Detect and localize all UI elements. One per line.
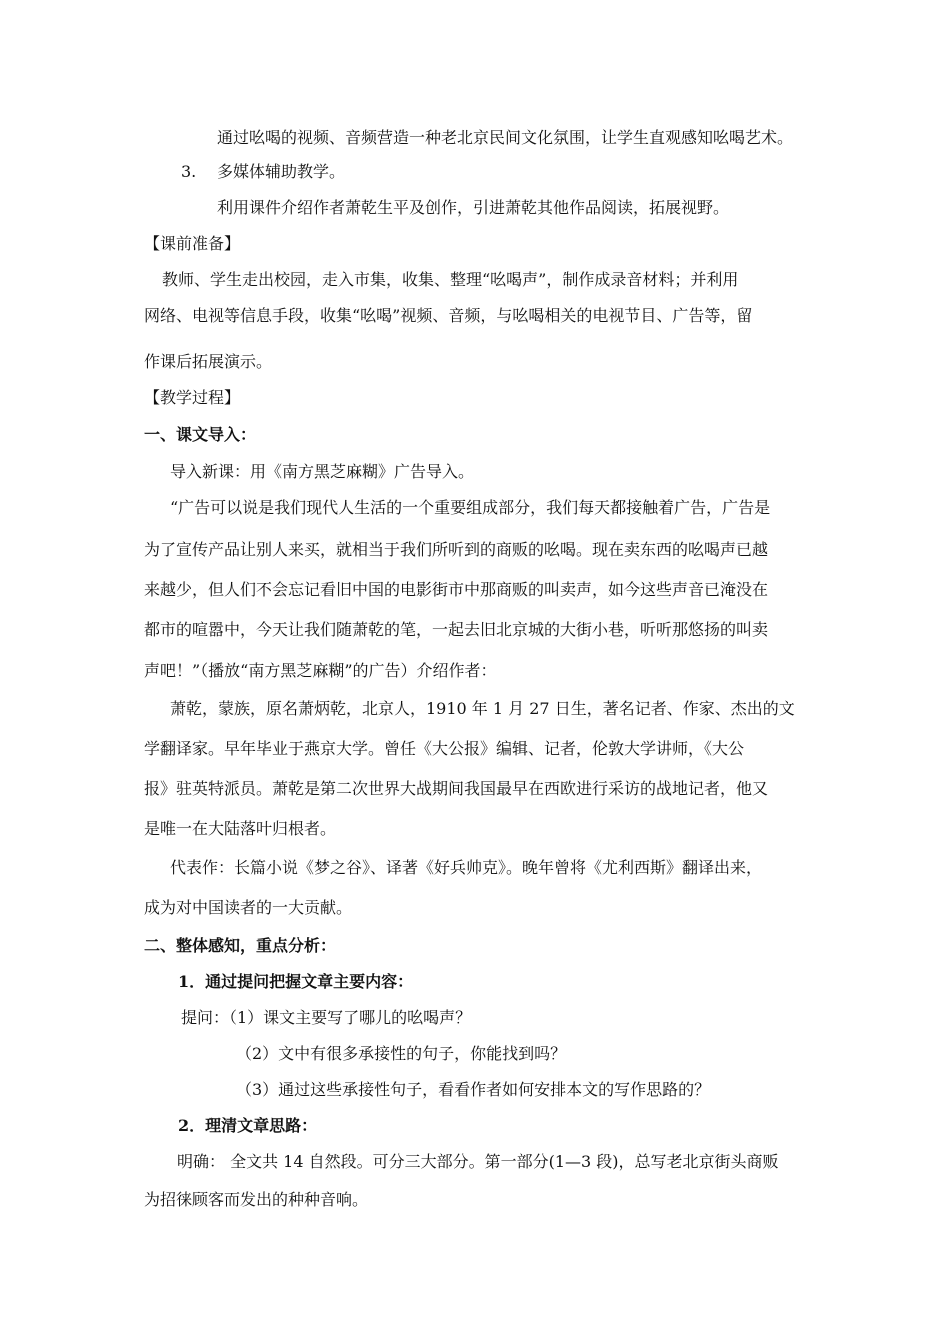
- paragraph-line: 是唯一在大陆落叶归根者。: [144, 819, 337, 838]
- section-heading: 【教学过程】: [144, 388, 241, 407]
- paragraph-line: 成为对中国读者的一大贡献。: [144, 898, 353, 917]
- paragraph-line: 都市的喧嚣中，今天让我们随萧乾的笔，一起去旧北京城的大街小巷，听听那悠扬的叫卖: [144, 620, 769, 639]
- question-line: （2）文中有很多承接性的句子，你能找到吗？: [236, 1044, 567, 1063]
- paragraph-line: 利用课件介绍作者萧乾生平及创作，引进萧乾其他作品阅读，拓展视野。: [217, 198, 730, 217]
- question-line: 提问：（1）课文主要写了哪儿的吆喝声？: [181, 1008, 472, 1027]
- paragraph-line: 学翻译家。早年毕业于燕京大学。曾任《大公报》编辑、记者，伦敦大学讲师，《大公: [144, 739, 745, 758]
- subsection-heading: 1．通过提问把握文章主要内容：: [178, 972, 414, 991]
- paragraph-line: 明确： 全文共 14 自然段。可分三大部分。第一部分(1—3 段)，总写老北京街头商贩: [177, 1152, 779, 1171]
- paragraph-line: 代表作：长篇小说《梦之谷》、译著《好兵帅克》。晚年曾将《尤利西斯》翻译出来，: [170, 858, 763, 877]
- paragraph-line: “广告可以说是我们现代人生活的一个重要组成部分，我们每天都接触着广告，广告是: [170, 498, 771, 517]
- paragraph-line: 为了宣传产品让别人来买，就相当于我们所听到的商贩的吆喝。现在卖东西的吆喝声已越: [144, 540, 769, 559]
- paragraph-line: 通过吆喝的视频、音频营造一种老北京民间文化氛围，让学生直观感知吆喝艺术。: [217, 128, 794, 147]
- paragraph-line: 声吧！”（播放“南方黑芝麻糊”的广告）介绍作者：: [144, 661, 497, 680]
- paragraph-line: 萧乾，蒙族，原名萧炳乾，北京人，1910 年 1 月 27 日生，著名记者、作家、杰出的文: [170, 699, 795, 718]
- paragraph-line: 导入新课：用《南方黑芝麻糊》广告导入。: [170, 462, 475, 481]
- subsection-heading: 2．理清文章思路：: [178, 1116, 318, 1135]
- paragraph-line: 教师、学生走出校园，走入市集，收集、整理“吆喝声”，制作成录音材料；并利用: [162, 270, 739, 289]
- paragraph-line: 为招徕顾客而发出的种种音响。: [144, 1190, 369, 1209]
- list-number: 3.: [181, 162, 197, 181]
- paragraph-line: 报》驻英特派员。萧乾是第二次世界大战期间我国最早在西欧进行采访的战地记者，他又: [144, 779, 769, 798]
- section-heading: 【课前准备】: [144, 234, 241, 253]
- section-heading: 二、整体感知，重点分析：: [144, 936, 337, 955]
- question-line: （3）通过这些承接性句子，看看作者如何安排本文的写作思路的？: [236, 1080, 711, 1099]
- section-heading: 一、课文导入：: [144, 425, 257, 444]
- list-item-text: 多媒体辅助教学。: [217, 162, 346, 181]
- paragraph-line: 网络、电视等信息手段，收集“吆喝”视频、音频，与吆喝相关的电视节目、广告等，留: [144, 306, 753, 325]
- paragraph-line: 来越少，但人们不会忘记看旧中国的电影街市中那商贩的叫卖声，如今这些声音已淹没在: [144, 580, 769, 599]
- paragraph-line: 作课后拓展演示。: [144, 352, 273, 371]
